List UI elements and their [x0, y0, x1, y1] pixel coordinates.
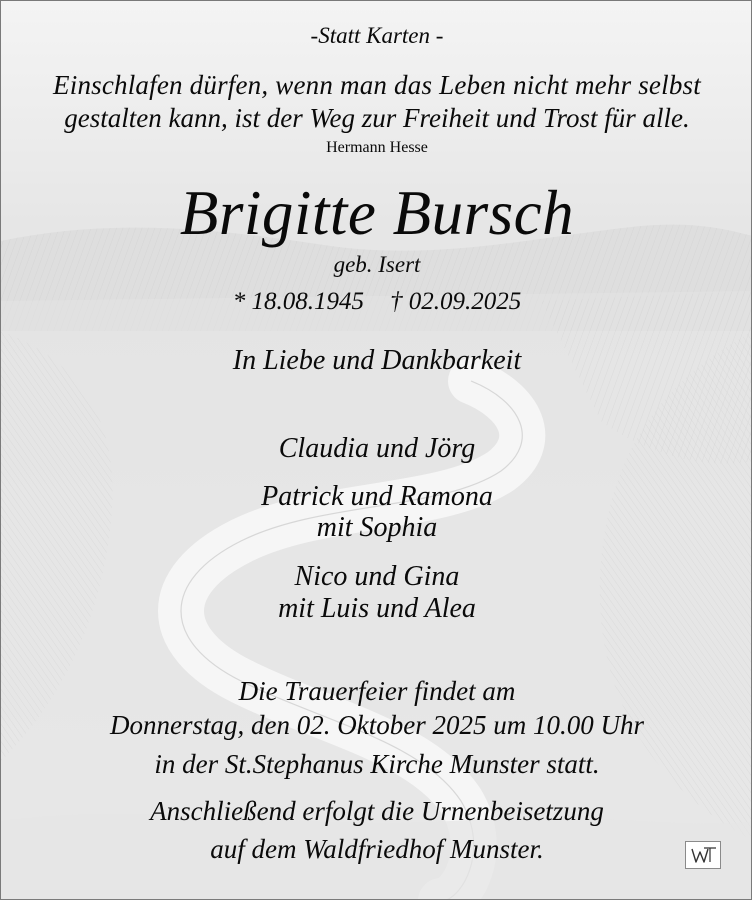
- quote-line-2: gestalten kann, ist der Weg zur Freiheit und Trost für alle.: [64, 103, 690, 133]
- statt-karten-line: -Statt Karten -: [310, 23, 444, 48]
- burial-line-1: Anschließend erfolgt die Urnenbeisetzung: [150, 796, 604, 826]
- dedication-line: In Liebe und Dankbarkeit: [232, 345, 522, 376]
- life-dates: [1, 288, 752, 316]
- family-group-2-line-1: Patrick und Ramona: [261, 481, 493, 512]
- family-group-3-line-1: Nico und Gina: [294, 561, 460, 592]
- maiden-name: geb. Isert: [333, 252, 421, 277]
- quote-author: Hermann Hesse: [326, 139, 428, 156]
- family-group-3-line-2: mit Luis und Alea: [278, 593, 476, 624]
- publisher-logo-icon: [685, 841, 721, 869]
- burial-line-2: auf dem Waldfriedhof Munster.: [210, 834, 544, 864]
- family-group-1: Claudia und Jörg: [278, 433, 476, 464]
- ceremony-line-2: Donnerstag, den 02. Oktober 2025 um 10.00 Uhr: [110, 710, 644, 740]
- deceased-name: Brigitte Bursch: [179, 178, 575, 248]
- quote-line-1: Einschlafen dürfen, wenn man das Leben nicht mehr selbst: [53, 70, 701, 100]
- ceremony-line-3: in der St.Stephanus Kirche Munster statt.: [154, 749, 600, 779]
- birth-date: * 18.08.1945: [232, 288, 364, 315]
- family-group-2-line-2: mit Sophia: [316, 512, 438, 543]
- ceremony-line-1: Die Trauerfeier findet am: [238, 676, 516, 706]
- death-date: † 02.09.2025: [390, 288, 522, 315]
